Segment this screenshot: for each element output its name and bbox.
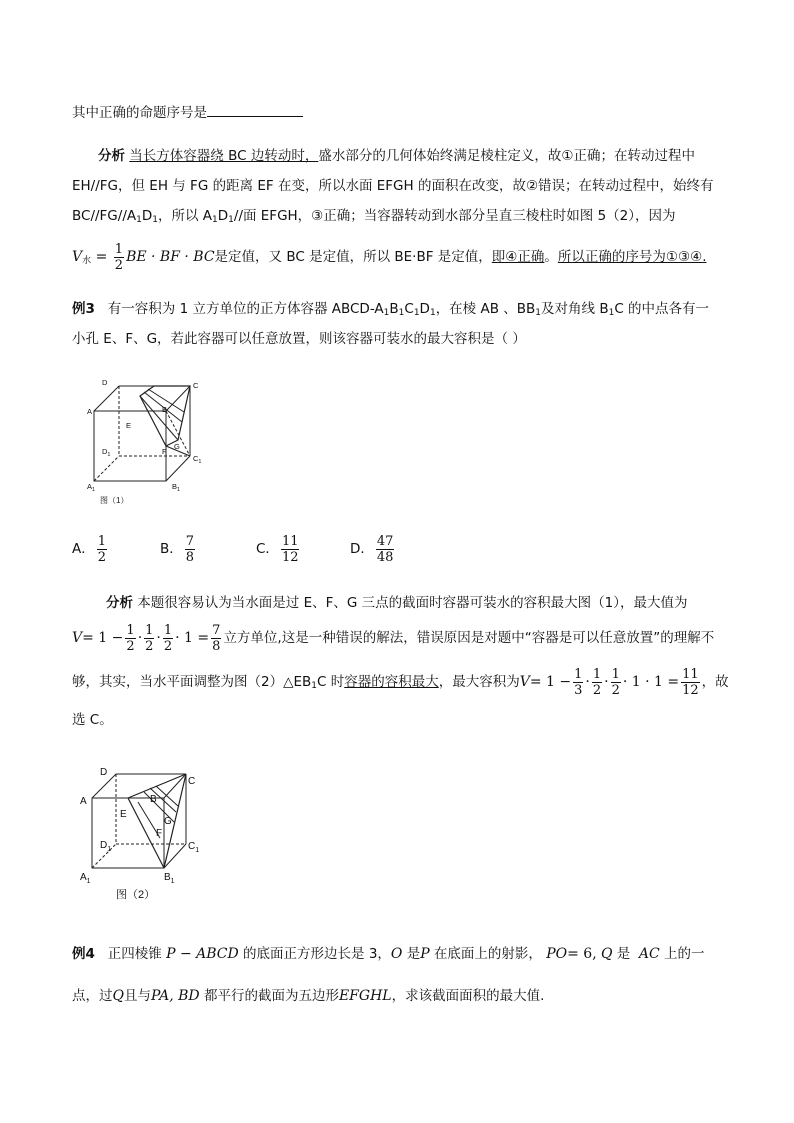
example3-line1: 例3 有一容积为 1 立方单位的正方体容器 ABCD-$A_1B_1C_1D_1$，在棱 AB 、$BB_1$及对角线 $B_1C$ 的中点各有一 (72, 301, 710, 318)
fig2-label-C: C (188, 776, 196, 787)
t: 上的一 (663, 946, 705, 962)
fig1-label-F: F (162, 447, 167, 456)
t: 8 (185, 549, 195, 565)
fig1-label-E: E (126, 421, 132, 430)
t: · 1 = (175, 630, 210, 646)
t: Q (112, 988, 124, 1004)
example3-line2: 小孔 E、F、G，若此容器可以任意放置，则该容器可装水的最大容积是（ ） (72, 331, 526, 347)
t: D (217, 208, 229, 224)
t: 的底面正方形边长是 3， (243, 946, 391, 962)
t: 立方单位,这是一种错误的解法，错误原因是对题中“容器是可以任意放置”的理解不 (223, 630, 715, 646)
fig2-label-E: E (120, 809, 127, 820)
fig2-label-D: D (100, 767, 108, 778)
t: = 1 − (529, 674, 572, 690)
fig1-label-C: C (193, 381, 199, 390)
t: 2 (126, 638, 135, 654)
answer-prompt-line (72, 103, 303, 123)
t: ，在棱 AB 、BB (435, 301, 536, 317)
t: 11 (281, 533, 299, 549)
t: 12 (281, 549, 299, 565)
volume-subscript: 水 (82, 256, 92, 266)
t: P − ABCD (166, 946, 239, 962)
t: D (419, 301, 430, 317)
analysis1-line4: $V_水$ = $\frac{1}{2}$ BE · BF · BC是定值，又 BC 是定值，所以 BE·BF 是定值，即④正确。所以正确的序号为①③④. (72, 241, 707, 273)
t: A． (72, 541, 95, 557)
fig1-label-C1: $C_1$ (193, 454, 202, 465)
t: PO (546, 946, 568, 962)
half-fraction (114, 242, 124, 273)
analysis1-line3: $BC//FG//A_1D_1$，所以 $A_1D_1//$面 EFGH，③正确；当容器转动到水部分呈直三棱柱时如图 5（2），因为 (72, 208, 676, 225)
t: O (390, 946, 403, 962)
t: P (420, 946, 430, 962)
t: 8 (212, 638, 221, 654)
analysis2-label: 分析 (106, 595, 133, 611)
t: 有一容积为 1 立方单位的正方体容器 ABCD-A (107, 301, 384, 317)
example3-label: 例3 (72, 301, 95, 317)
answer-prompt-text: 其中正确的命题序号是 (72, 105, 207, 121)
t: C 时 (317, 674, 345, 690)
t: 1 (163, 622, 173, 638)
t: Q (600, 946, 613, 962)
fig2-label-C1: $C_1$ (188, 841, 200, 854)
t: 。 (544, 249, 558, 265)
t: ，所以 A (157, 208, 213, 224)
t: 48 (376, 549, 394, 565)
analysis1-label: 分析 (98, 148, 125, 164)
t: EFGHL (338, 988, 392, 1004)
t: 1 (145, 622, 154, 638)
t: 2 (611, 682, 620, 698)
t: 即④正确 (491, 249, 545, 265)
t: 都平行的截面为五边形 (203, 988, 339, 1004)
t: C． (256, 541, 279, 557)
cube-figure-2 (78, 762, 208, 902)
analysis1-underlined: 当长方体容器绕 BC 边转动时， (129, 148, 319, 164)
t: 1 (611, 666, 620, 682)
fig1-label-B1: $B_1$ (172, 482, 181, 493)
t: = 6, (567, 946, 597, 962)
fig1-label-A: A (87, 407, 93, 416)
t: 1 (592, 666, 602, 682)
option-d (350, 530, 430, 568)
analysis1-line1 (98, 146, 695, 166)
options-row (72, 530, 430, 568)
t: 且与 (123, 988, 151, 1004)
volume-symbol: V (72, 249, 83, 265)
t: ，故 (701, 674, 729, 690)
t: 12 (682, 682, 699, 698)
t: D (141, 208, 153, 224)
t: 及对角线 B (541, 301, 609, 317)
t: 2 (97, 549, 107, 565)
option-a (72, 530, 160, 568)
t: V (72, 630, 83, 646)
product-expr: BE · BF · BC (126, 249, 215, 265)
t: · 1 · 1 = (622, 674, 680, 690)
t: 47 (376, 533, 394, 549)
t: = 1 − (82, 630, 124, 646)
t: C (404, 301, 414, 317)
t: ，最大容积为 (438, 674, 520, 690)
fig2-caption: 图（2） (116, 889, 156, 901)
t: C 的中点各有一 (614, 301, 710, 317)
fig1-label-D1: $D_1$ (102, 447, 111, 458)
fig2-label-A: A (80, 796, 87, 807)
t: B (389, 301, 399, 317)
fig1-caption: 图（1） (100, 496, 129, 505)
fig1-label-G: G (174, 442, 180, 451)
answer-blank (207, 104, 303, 117)
t: 11 (682, 666, 699, 682)
analysis1-line2: EH//FG，但 EH 与 FG 的距离 EF 在变，所以水面 EFGH 的面积在改变，故②错误；在转动过程中，始终有 (72, 178, 714, 194)
t: 7 (185, 533, 195, 549)
analysis1-conclusion: 所以正确的序号为①③④. (557, 249, 707, 265)
t: BC//FG//A (72, 208, 137, 224)
t: //面 EFGH，③正确；当容器转动到水部分呈直三棱柱时如图 5（2），因为 (233, 208, 676, 224)
t: 是 (616, 946, 631, 962)
example4-line1 (72, 944, 704, 964)
fig2-label-A1: $A_1$ (80, 872, 91, 885)
fig1-label-D: D (102, 378, 108, 387)
t: 容器的容积最大 (344, 674, 439, 690)
option-c (256, 530, 350, 568)
t: 本题很容易认为当水面是过 E、F、G 三点的截面时容器可装水的容积最大图（1），最大值为 (137, 595, 688, 611)
t: 2 (592, 682, 602, 698)
analysis1-text: 盛水部分的几何体始终满足棱柱定义，故①正确；在转动过程中 (318, 148, 695, 164)
frac-den: 2 (114, 257, 124, 273)
t: AC (638, 946, 660, 962)
t: B． (160, 541, 183, 557)
fig2-label-D1: $D_1$ (100, 840, 112, 853)
fig1-label-A1: $A_1$ (87, 482, 96, 493)
t: 2 (145, 638, 154, 654)
fig2-label-B1: $B_1$ (164, 872, 175, 885)
t: 2 (163, 638, 173, 654)
fig2-label-B: B (150, 794, 157, 805)
t: 点，过 (72, 988, 113, 1004)
t: 是 (406, 946, 421, 962)
analysis2-line1 (106, 593, 687, 613)
t: V (519, 674, 530, 690)
t: 是定值，又 BC 是定值，所以 BE·BF 是定值， (214, 249, 492, 265)
option-b (160, 530, 256, 568)
fig2-label-G: G (164, 816, 172, 827)
analysis2-line3: 够，其实，当水平面调整为图$(2)\triangle EB_1C$ 时容器的容积最大，最大容积为V= 1 − $\frac{1}{3}$ · $\frac{1}{2}$ · $\frac{1}{2}$ · 1 · 1 = $\frac{11}{12}$ ，故 (72, 666, 729, 698)
fig2-label-F: F (156, 828, 163, 839)
t: 1 (97, 533, 107, 549)
t: 3 (574, 682, 583, 698)
t: D． (350, 541, 374, 557)
t: 在底面上的射影， (433, 946, 542, 962)
t: PA, BD (150, 988, 200, 1004)
t: 够，其实，当水平面调整为图（2）△EB (72, 674, 312, 690)
t: 1 (126, 622, 135, 638)
t: 7 (212, 622, 221, 638)
analysis2-line2: V= 1 − $\frac{1}{2}$ · $\frac{1}{2}$ · $\frac{1}{2}$ · 1 = $\frac{7}{8}$ 立方单位,这是一种错误的解法，错误原因是对题中“容器是可以任意放置”的理解不 (72, 622, 715, 654)
t: ，求该截面面积的最大值. (391, 988, 545, 1004)
fig1-label-B: B (162, 405, 168, 414)
example4-label: 例4 (72, 946, 95, 962)
frac-num: 1 (114, 241, 124, 257)
cube-figure-1 (82, 378, 217, 508)
t: 1 (574, 666, 583, 682)
example4-line2 (72, 986, 544, 1006)
t: 正四棱锥 (107, 946, 162, 962)
analysis2-line4: 选 C。 (72, 712, 113, 728)
